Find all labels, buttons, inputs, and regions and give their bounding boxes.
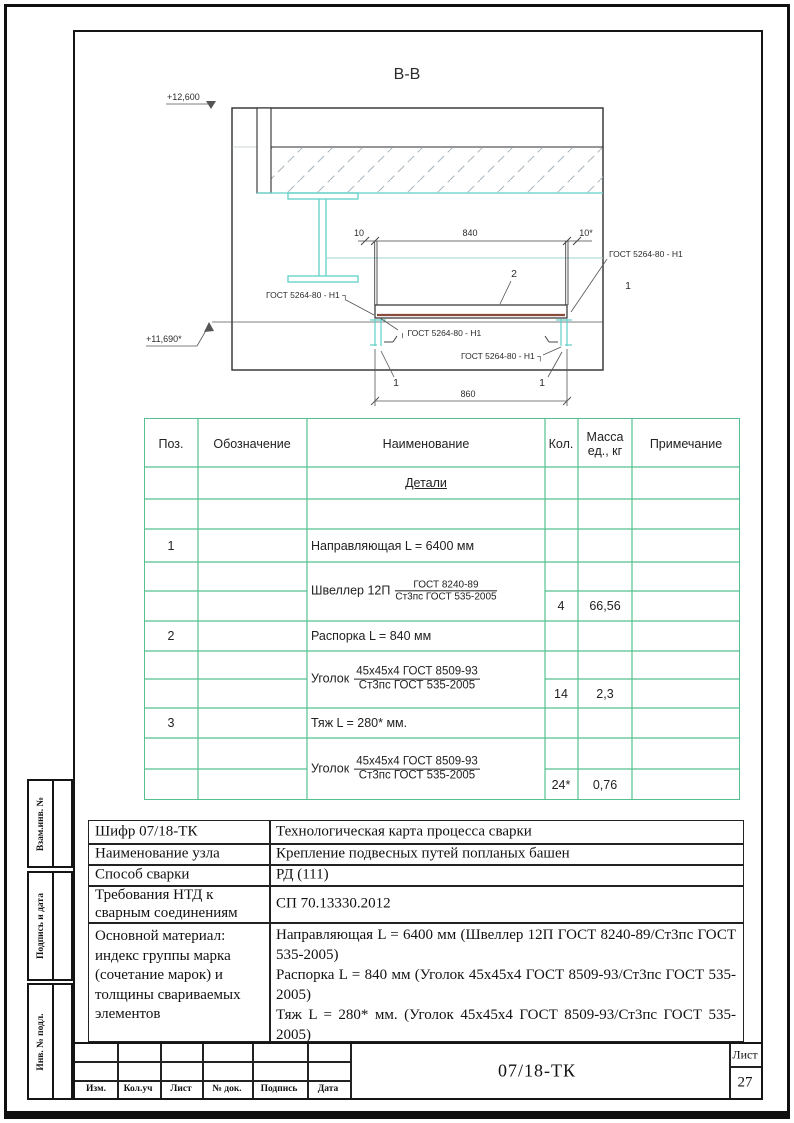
tb-col-dok: № док. bbox=[212, 1084, 242, 1094]
sheet-number: 27 bbox=[737, 1074, 753, 1091]
tb-col-line bbox=[729, 1044, 731, 1098]
sidebar-cell-vzam bbox=[27, 779, 73, 868]
info-label-code: Шифр 07/18-ТК bbox=[95, 823, 198, 840]
row5-pos: 3 bbox=[167, 716, 175, 730]
callout-part1-bottom-right: 1 bbox=[539, 377, 545, 389]
info-label-method: Способ сварки bbox=[95, 866, 190, 882]
header-pos: Поз. bbox=[158, 437, 184, 451]
spacer-bar bbox=[375, 305, 567, 318]
sidebar-label-podpis: Подпись и дата bbox=[36, 893, 46, 959]
tb-row-line bbox=[729, 1066, 761, 1068]
section-drawing bbox=[0, 0, 794, 420]
row4-qty: 14 bbox=[554, 687, 568, 701]
row6-mass: 0,76 bbox=[592, 778, 618, 792]
callout-part1-bottom-left: 1 bbox=[393, 377, 399, 389]
column-strip bbox=[257, 108, 271, 193]
header-note: Примечание bbox=[649, 437, 723, 451]
sidebar-divider bbox=[52, 781, 54, 866]
tb-row-line bbox=[75, 1080, 350, 1082]
tb-col-podpis: Подпись bbox=[260, 1084, 298, 1094]
tb-col-list: Лист bbox=[170, 1084, 192, 1094]
tb-col-line bbox=[307, 1044, 309, 1098]
header-mass-line1: Масса bbox=[586, 430, 624, 444]
header-designation: Обозначение bbox=[213, 437, 291, 451]
tb-col-line bbox=[202, 1044, 204, 1098]
row2-qty: 4 bbox=[557, 599, 565, 613]
header-qty: Кол. bbox=[548, 437, 574, 451]
group-title: Детали bbox=[405, 476, 447, 490]
row4-name bbox=[311, 666, 480, 693]
section-title: В-В bbox=[393, 66, 421, 83]
elevation-top-value: +12,600 bbox=[167, 92, 200, 102]
row4-mass: 2,3 bbox=[596, 687, 614, 701]
elevation-mark-bottom bbox=[146, 322, 214, 346]
row3-pos: 2 bbox=[167, 629, 175, 643]
info-value-ntd: СП 70.13330.2012 bbox=[276, 895, 391, 911]
elevation-mark-top bbox=[166, 92, 216, 109]
tb-col-line bbox=[350, 1044, 352, 1098]
arrow-up-icon bbox=[204, 322, 214, 332]
info-value-doc-title: Технологическая карта процесса сварки bbox=[276, 823, 532, 840]
row4-name-main: Уголок bbox=[311, 671, 350, 686]
row2-gost-top: ГОСТ 8240-89 bbox=[395, 579, 496, 591]
header-mass-line2: ед., кг bbox=[587, 444, 623, 458]
sidebar-divider bbox=[52, 985, 54, 1098]
arrow-down-icon bbox=[206, 101, 216, 109]
sidebar-cell-inv bbox=[27, 983, 73, 1100]
row1-name: Направляющая L = 6400 мм bbox=[311, 539, 475, 553]
material-line-guide: Направляющая L = 6400 мм (Швеллер 12П ГОСТ 8240-89/Ст3пс ГОСТ 535-2005) bbox=[276, 927, 736, 963]
info-row-divider bbox=[89, 922, 743, 924]
weld-label-right: ГОСТ 5264-80 - Н1 bbox=[609, 249, 683, 259]
info-label-node: Наименование узла bbox=[95, 845, 220, 861]
row6-name-main: Уголок bbox=[311, 761, 350, 776]
callout-part2: 2 bbox=[511, 268, 517, 280]
sidebar-divider bbox=[52, 873, 54, 979]
row4-gost-top: 45х45х4 ГОСТ 8509-93 bbox=[356, 665, 478, 678]
row2-mass: 66,56 bbox=[589, 599, 621, 613]
tb-col-izm: Изм. bbox=[86, 1084, 106, 1094]
row2-name-main: Швеллер 12П bbox=[311, 583, 391, 598]
info-value-material bbox=[276, 925, 736, 1045]
header-mass bbox=[587, 430, 624, 458]
parts-table bbox=[144, 418, 740, 800]
elevation-bottom-value: +11,690* bbox=[146, 334, 182, 344]
info-label-material: Основной материал: индекс группы марка (сочетание марок) и толщины свариваемых элементов bbox=[95, 928, 241, 1022]
row6-qty: 24* bbox=[551, 778, 571, 792]
dim-span: 840 bbox=[462, 228, 478, 238]
concrete-hatch bbox=[271, 148, 603, 193]
row4-gost-bottom: Ст3пс ГОСТ 535-2005 bbox=[358, 679, 476, 692]
row2-gost-bottom: Ст3пс ГОСТ 535-2005 bbox=[395, 591, 497, 603]
header-name: Наименование bbox=[382, 437, 470, 451]
tb-col-line bbox=[252, 1044, 254, 1098]
sheet-label: Лист bbox=[732, 1047, 758, 1062]
sidebar-label-inv: Инв. № подл. bbox=[36, 1012, 46, 1071]
tb-row-line bbox=[75, 1061, 350, 1063]
sidebar-label-vzam: Взам.инв. № bbox=[36, 796, 46, 851]
weld-label-bottom: ГОСТ 5264-80 - Н1 ┐ bbox=[461, 351, 544, 361]
tb-col-data: Дата bbox=[317, 1084, 339, 1094]
material-line-tie: Тяж L = 280* мм. (Уголок 45х45х4 ГОСТ 8509-93/Ст3пс ГОСТ 535-2005) bbox=[276, 1007, 736, 1043]
info-label-ntd: Требования НТД к сварным соединениям bbox=[95, 886, 238, 921]
info-value-node: Крепление подвесных путей попланых башен bbox=[276, 845, 570, 861]
info-col-divider bbox=[269, 821, 271, 1041]
tb-col-koluch: Кол.уч bbox=[123, 1084, 153, 1094]
weld-label-below-bar: ╷ ГОСТ 5264-80 - Н1 bbox=[400, 328, 482, 338]
row1-pos: 1 bbox=[167, 539, 175, 553]
doc-code: 07/18-ТК bbox=[498, 1060, 576, 1081]
tb-col-line bbox=[160, 1044, 162, 1098]
callout-part1-right: 1 bbox=[625, 280, 631, 292]
row3-name: Распорка L = 840 мм bbox=[311, 629, 432, 643]
dim-overall: 860 bbox=[460, 389, 476, 399]
sidebar-cell-podpis bbox=[27, 871, 73, 981]
row2-name bbox=[311, 579, 497, 602]
info-table bbox=[88, 820, 744, 1042]
material-line-spacer: Распорка L = 840 мм (Уголок 45х45х4 ГОСТ 8509-93/Ст3пс ГОСТ 535-2005) bbox=[276, 967, 736, 1003]
row6-name bbox=[311, 756, 480, 783]
dim-gap-right: 10* bbox=[579, 228, 593, 238]
row6-gost-top: 45х45х4 ГОСТ 8509-93 bbox=[356, 755, 478, 768]
weld-label-left: ГОСТ 5264-80 - Н1 ┐ bbox=[266, 290, 349, 300]
dim-gap-left: 10 bbox=[353, 228, 365, 238]
row6-gost-bottom: Ст3пс ГОСТ 535-2005 bbox=[358, 769, 476, 782]
row5-name: Тяж L = 280* мм. bbox=[311, 716, 408, 730]
tb-col-line bbox=[117, 1044, 119, 1098]
title-block bbox=[73, 1042, 763, 1100]
info-value-method: РД (111) bbox=[276, 866, 329, 882]
